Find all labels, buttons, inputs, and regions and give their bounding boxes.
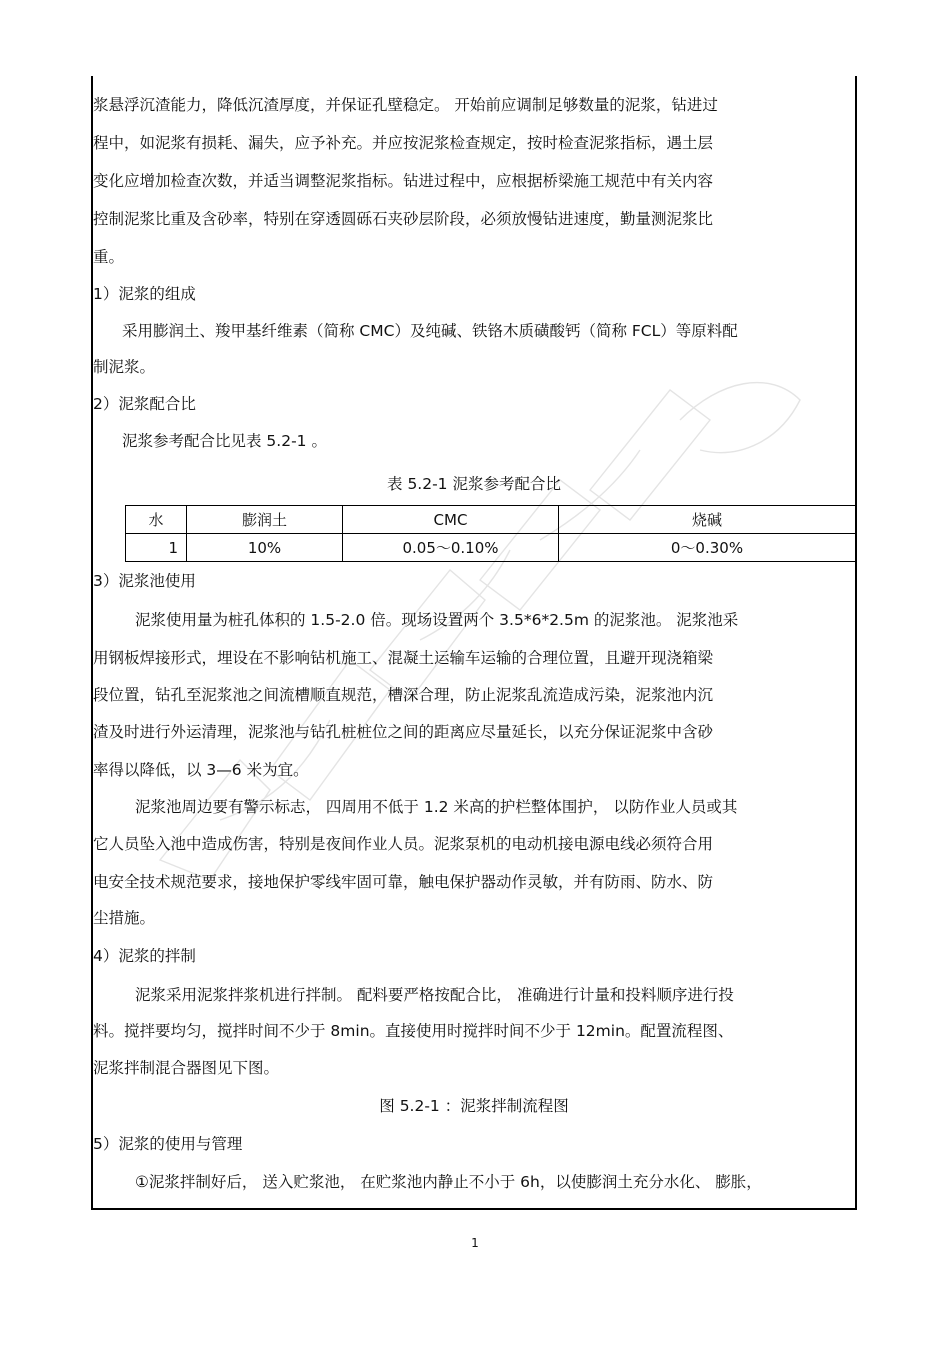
paragraph-line: 制泥浆。 — [93, 358, 156, 376]
paragraph-line: 尘措施。 — [93, 909, 156, 927]
paragraph-line: 泥浆参考配合比见表 5.2-1 。 — [122, 432, 327, 450]
table-cell: 10% — [187, 534, 343, 562]
paragraph-line: 段位置，钻孔至泥浆池之间流槽顺直规范，槽深合理，防止泥浆乱流造成污染，泥浆池内沉 — [93, 686, 714, 704]
paragraph-line: 采用膨润土、羧甲基纤维素（简称 CMC）及纯碱、铁铬木质磺酸钙（简称 FCL）等原料配 — [122, 322, 738, 340]
paragraph-line: 泥浆拌制混合器图见下图。 — [93, 1059, 280, 1077]
paragraph-line: 用钢板焊接形式，埋设在不影响钻机施工、混凝土运输车运输的合理位置，且避开现浇箱梁 — [93, 649, 714, 667]
table-cell: 0～0.30% — [559, 534, 856, 562]
paragraph-line: 控制泥浆比重及含砂率，特别在穿透圆砾石夹砂层阶段，必须放慢钻进速度，勤量测泥浆比 — [93, 210, 714, 228]
page-number: 1 — [471, 1236, 479, 1250]
paragraph-line: 重。 — [93, 248, 125, 266]
paragraph-line: 浆悬浮沉渣能力，降低沉渣厚度，并保证孔壁稳定。 开始前应调制足够数量的泥浆，钻进过 — [93, 96, 718, 114]
section-heading-3: 3）泥浆池使用 — [93, 572, 196, 590]
table-header-cell: 水 — [126, 506, 187, 534]
paragraph-line: 率得以降低，以 3—6 米为宜。 — [93, 761, 309, 779]
section-heading-1: 1）泥浆的组成 — [93, 285, 196, 303]
table-cell: 1 — [126, 534, 187, 562]
section-heading-5: 5）泥浆的使用与管理 — [93, 1135, 243, 1153]
paragraph-line: 渣及时进行外运清理，泥浆池与钻孔桩桩位之间的距离应尽量延长，以充分保证泥浆中含砂 — [93, 723, 714, 741]
paragraph-line: 它人员坠入池中造成伤害，特别是夜间作业人员。泥浆泵机的电动机接电源电线必须符合用 — [93, 835, 714, 853]
table-header-row — [126, 506, 856, 534]
table-header-cell: 膨润土 — [187, 506, 343, 534]
paragraph-line: ①泥浆拌制好后， 送入贮浆池， 在贮浆池内静止不小于 6h，以使膨润土充分水化、 膨胀， — [135, 1173, 762, 1191]
table-header-cell: 烧碱 — [559, 506, 856, 534]
mix-ratio-table — [125, 505, 856, 562]
paragraph-line: 泥浆采用泥浆拌浆机进行拌制。 配料要严格按配合比， 准确进行计量和投料顺序进行投 — [135, 986, 734, 1004]
table-header-cell: CMC — [343, 506, 559, 534]
section-heading-2: 2）泥浆配合比 — [93, 395, 196, 413]
paragraph-line: 泥浆使用量为桩孔体积的 1.5-2.0 倍。现场设置两个 3.5*6*2.5m 的泥浆池。 泥浆池采 — [135, 611, 739, 629]
paragraph-line: 变化应增加检查次数，并适当调整泥浆指标。钻进过程中，应根据桥梁施工规范中有关内容 — [93, 172, 714, 190]
table-title: 表 5.2-1 泥浆参考配合比 — [387, 475, 561, 493]
paragraph-line: 电安全技术规范要求，接地保护零线牢固可靠，触电保护器动作灵敏，并有防雨、防水、防 — [93, 873, 714, 891]
paragraph-line: 泥浆池周边要有警示标志， 四周用不低于 1.2 米高的护栏整体围护， 以防作业人员或其 — [135, 798, 738, 816]
section-heading-4: 4）泥浆的拌制 — [93, 947, 196, 965]
paragraph-line: 程中，如泥浆有损耗、漏失，应予补充。并应按泥浆检查规定，按时检查泥浆指标，遇土层 — [93, 134, 714, 152]
figure-title: 图 5.2-1 ：泥浆拌制流程图 — [379, 1097, 569, 1115]
table-row — [126, 534, 856, 562]
table-cell: 0.05～0.10% — [343, 534, 559, 562]
paragraph-line: 料。搅拌要均匀，搅拌时间不少于 8min。直接使用时搅拌时间不少于 12min。配置流程图、 — [93, 1022, 734, 1040]
